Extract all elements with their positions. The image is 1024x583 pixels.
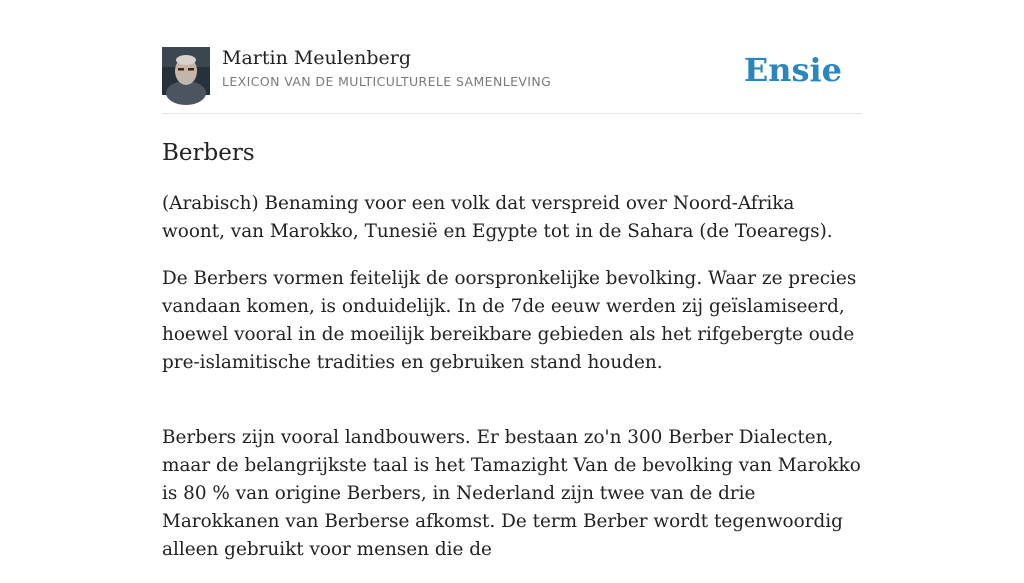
avatar-photo	[162, 47, 210, 95]
paragraph-gap	[162, 396, 862, 424]
publication-name[interactable]: LEXICON VAN DE MULTICULTURELE SAMENLEVING	[222, 74, 552, 89]
article-paragraph: (Arabisch) Benaming voor een volk dat verspreid over Noord-Afrika woont, van Marokko, Tunesië en Egypte tot in de Sahara (de Toearegs).	[162, 193, 833, 242]
author-avatar[interactable]	[162, 47, 210, 95]
article	[162, 138, 862, 583]
author-name[interactable]: Martin Meulenberg	[222, 47, 411, 69]
header	[162, 46, 862, 114]
article-paragraph: Berbers zijn vooral landbouwers. Er bestaan zo'n 300 Berber Dialecten, maar de belangrijkste taal is het Tamazight Van de bevolking van Marokko is 80 % van origine Berbers, in Nederland zijn twee van de drie Marokkanen van Berberse afkomst. De term Berber wordt tegenwoordig alleen gebruikt voor mensen die de	[162, 427, 861, 560]
ensie-logo[interactable]: Ensie	[743, 51, 842, 89]
article-title: Berbers	[162, 140, 255, 166]
article-paragraph: De Berbers vormen feitelijk de oorspronkelijke bevolking. Waar ze precies vandaan komen, is onduidelijk. In de 7de eeuw werden zij geïslamiseerd, hoewel vooral in de moeilijk bereikbare gebieden als het rifgebergte oude pre-islamitische tradities en gebruiken stand houden.	[162, 268, 857, 373]
